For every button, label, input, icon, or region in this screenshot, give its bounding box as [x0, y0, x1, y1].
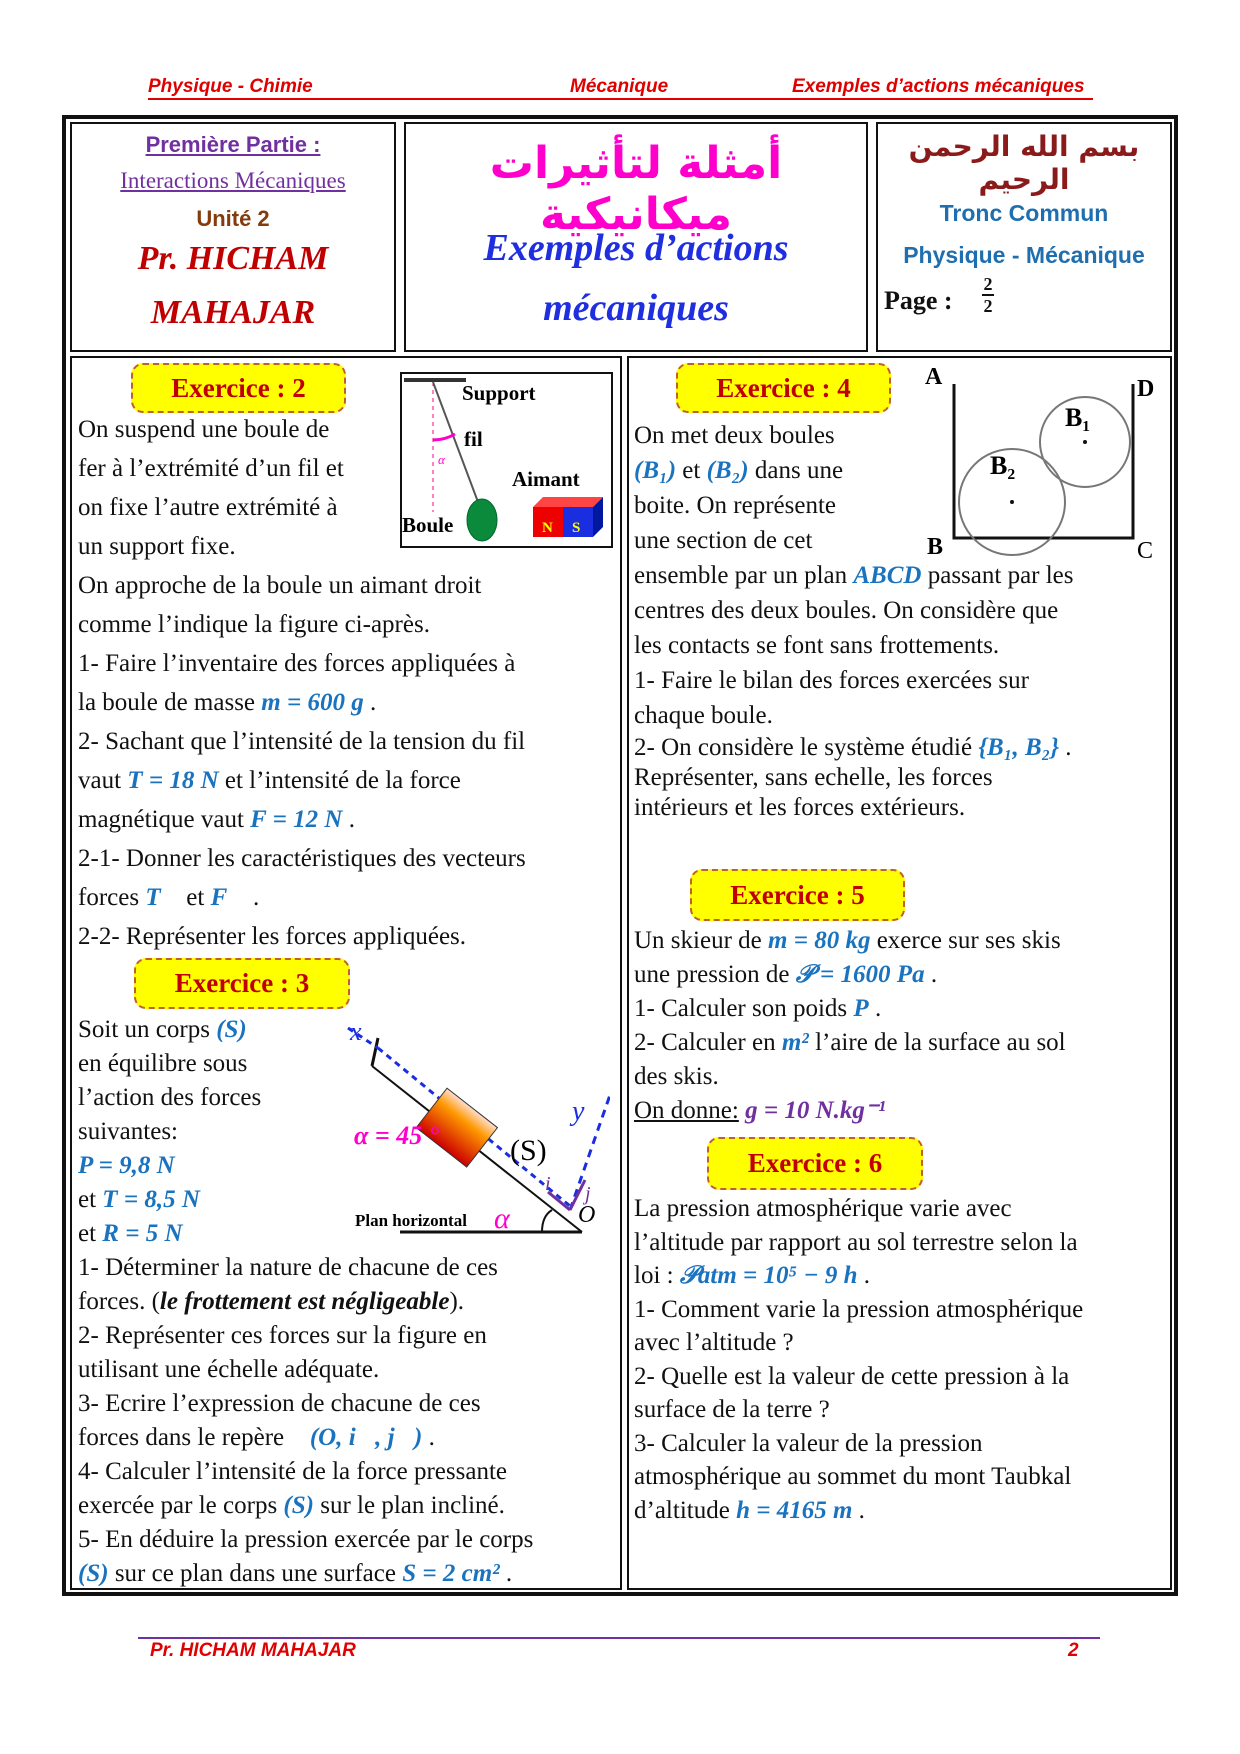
text-segment: On approche de la boule un aimant droit	[78, 572, 482, 599]
text-segment: 2- Quelle est la valeur de cette pression à la	[634, 1362, 1070, 1390]
text-line	[78, 566, 526, 605]
text-segment: vaut	[78, 767, 128, 794]
text-segment: en équilibre sous	[78, 1050, 248, 1077]
exercise-5-badge: Exercice : 5	[690, 869, 905, 921]
header-subject: Physique - Chimie	[148, 76, 313, 97]
math-expression: 𝒫 = 1600 Pa	[795, 961, 925, 988]
text-segment: avec l’altitude ?	[634, 1329, 794, 1356]
text-segment: l’action des forces	[78, 1084, 262, 1111]
text-segment: chaque boule.	[634, 702, 773, 729]
math-expression: {B₁, B₂}	[978, 734, 1060, 761]
text-line	[634, 1026, 1066, 1060]
text-segment: 2- Calculer en	[634, 1029, 782, 1056]
axis-y-label: y	[572, 1096, 585, 1127]
text-segment: magnétique vaut	[78, 806, 251, 833]
text-segment: comme l’indique la figure ci-après.	[78, 611, 430, 638]
text-line	[78, 761, 526, 800]
ball-shape	[467, 499, 497, 541]
corner-d: D	[1137, 376, 1155, 402]
math-expression: (B₂)	[706, 457, 749, 484]
text-line	[78, 1251, 533, 1285]
page-total: 2	[983, 296, 993, 316]
text-segment: .	[342, 806, 355, 833]
math-expression: T = 18 N	[127, 767, 219, 794]
text-line	[634, 1326, 1083, 1360]
math-expression: F⃗	[210, 884, 247, 911]
corner-a: A	[925, 364, 943, 390]
text-segment: .	[363, 689, 377, 716]
text-segment: les contacts se font sans frottements.	[634, 632, 1000, 659]
math-expression: P	[853, 995, 869, 1022]
text-segment: .	[852, 1496, 865, 1524]
text-segment: on fixe l’autre extrémité à	[78, 494, 338, 521]
text-segment: 3- Calculer la valeur de la pression	[634, 1429, 983, 1457]
text-line	[634, 1226, 1083, 1260]
exercise-4-badge: Exercice : 4	[676, 363, 891, 413]
origin-label: O	[578, 1202, 596, 1228]
text-segment: suivantes:	[78, 1118, 178, 1145]
ball-b1-label: B₁	[1065, 403, 1091, 432]
math-expression: m = 600 g	[261, 689, 364, 716]
text-line	[78, 1285, 533, 1319]
unit-label: Unité 2	[196, 206, 270, 231]
title-french-2: mécaniques	[543, 287, 729, 329]
math-expression: R = 5 N	[102, 1220, 183, 1247]
text-segment: 1- Calculer son poids	[634, 995, 854, 1022]
text-line	[634, 1060, 1066, 1094]
text-line	[634, 1460, 1083, 1494]
text-line	[78, 1455, 533, 1489]
text-segment: atmosphérique au sommet du mont Taubkal	[634, 1463, 1072, 1490]
text-segment: .	[422, 1424, 435, 1451]
text-line	[634, 1293, 1083, 1327]
corner-c: C	[1137, 538, 1154, 564]
text-segment: 1- Comment varie la pression atmosphérique	[634, 1295, 1084, 1323]
text-segment: 2-1- Donner les caractéristiques des vecteurs	[78, 845, 526, 872]
text-line	[634, 1393, 1083, 1427]
text-line	[78, 1319, 533, 1353]
text-segment: ensemble par un plan	[634, 562, 854, 589]
text-segment: .	[868, 995, 882, 1022]
text-line	[78, 800, 526, 839]
part-label: Première Partie :	[145, 132, 321, 157]
text-segment: sur le plan incliné.	[313, 1492, 505, 1519]
page-fraction	[982, 274, 994, 316]
text-segment: 2- Représenter ces forces sur la figure en	[78, 1322, 487, 1349]
header-domain: Mécanique	[570, 76, 669, 97]
text-segment: .	[246, 884, 260, 911]
math-expression: (S)	[283, 1492, 314, 1519]
title-arabic: أمثلة لتأثيرات ميكانيكية	[489, 138, 783, 240]
text-segment: passant par les	[921, 562, 1074, 589]
text-segment: 1- Faire le bilan des forces exercées sur	[634, 667, 1029, 694]
footer-author: Pr. HICHAM MAHAJAR	[150, 1640, 356, 1661]
text-line	[634, 1494, 1083, 1528]
text-segment: 2- Sachant que l’intensité de la tension du fil	[78, 728, 526, 755]
page-label: Page :	[884, 286, 953, 315]
text-segment: 5- En déduire la pression exercée par le corps	[78, 1526, 534, 1553]
text-line	[634, 1192, 1083, 1226]
math-expression: 𝒫atm = 10⁵ − 9 h	[679, 1262, 858, 1289]
text-segment: et	[78, 1186, 103, 1213]
text-segment: 4- Calculer l’intensité de la force pressante	[78, 1458, 507, 1485]
text-segment: .	[924, 961, 938, 988]
exercise-5-text	[634, 924, 1066, 1128]
alpha-value: α = 45 °	[354, 1121, 440, 1150]
exercise-2-badge: Exercice : 2	[131, 363, 346, 413]
ball-b2-label: B₂	[990, 451, 1016, 480]
text-segment: On met deux boules	[634, 422, 835, 449]
level-label: Tronc Commun	[939, 200, 1109, 226]
text-line	[634, 698, 1074, 733]
text-segment: forces. (	[78, 1288, 160, 1315]
text-line	[78, 1353, 533, 1387]
text-line	[78, 1523, 533, 1557]
title-cell-left	[70, 122, 396, 352]
text-segment: exerce sur ses skis	[870, 927, 1061, 954]
text-line	[634, 1094, 1066, 1128]
label-alpha: α	[438, 452, 445, 467]
text-line	[78, 839, 526, 878]
text-segment: loi :	[634, 1262, 680, 1289]
text-line	[78, 722, 526, 761]
vector-j-label: j⃗	[585, 1183, 607, 1205]
text-segment: .	[857, 1262, 871, 1289]
math-expression: P = 9,8 N	[78, 1152, 175, 1179]
text-line	[634, 1259, 1083, 1293]
text-segment: 2- On considère le système étudié	[634, 734, 979, 761]
text-segment: Un skieur de	[634, 927, 768, 954]
text-segment: surface de la terre ?	[634, 1396, 830, 1423]
text-segment: Soit un corps	[78, 1016, 217, 1043]
text-line	[634, 992, 1066, 1026]
text-segment: fer à l’extrémité d’un fil et	[78, 455, 344, 482]
text-line	[634, 628, 1074, 663]
text-segment: intérieurs et les forces extérieurs.	[634, 794, 966, 821]
math-expression: h = 4165 m	[736, 1496, 853, 1524]
text-line	[634, 924, 1066, 958]
math-expression: ABCD	[853, 562, 922, 589]
body-s-label: (S)	[510, 1134, 547, 1167]
math-expression: T⃗	[145, 884, 181, 911]
label-aimant: Aimant	[512, 467, 580, 491]
text-segment: et	[180, 884, 211, 911]
text-line	[78, 1489, 533, 1523]
text-line	[634, 1427, 1083, 1461]
author-line-2: MAHAJAR	[150, 294, 316, 331]
text-line	[634, 733, 1074, 763]
text-segment: des skis.	[634, 1063, 719, 1090]
exercise-6-badge: Exercice : 6	[707, 1137, 923, 1190]
text-segment: exercée par le corps	[78, 1492, 284, 1519]
pendulum-figure	[400, 372, 613, 548]
text-line	[634, 763, 1074, 793]
text-segment: On suspend une boule de	[78, 416, 330, 443]
text-segment: d’altitude	[634, 1496, 737, 1524]
text-line	[78, 644, 526, 683]
text-segment: .	[1059, 734, 1072, 761]
header-rule	[148, 98, 1093, 100]
inclined-plane-figure	[280, 1010, 610, 1240]
axis-x-label: x	[350, 1017, 362, 1046]
text-line	[78, 683, 526, 722]
text-segment: et l’intensité de la force	[218, 767, 461, 794]
text-segment: sur ce plan dans une surface	[108, 1560, 403, 1587]
text-segment: On donne:	[634, 1097, 739, 1124]
text-segment: dans une	[748, 457, 844, 484]
math-expression: g = 10 N.kg⁻¹	[745, 1097, 886, 1124]
text-line	[634, 958, 1066, 992]
text-segment: l’altitude par rapport au sol terrestre selon la	[634, 1228, 1078, 1256]
text-segment: le frottement est négligeable	[159, 1288, 450, 1315]
label-s: S	[572, 520, 581, 536]
text-line	[78, 1557, 533, 1591]
text-segment: forces	[78, 884, 146, 911]
exercise-3-badge: Exercice : 3	[134, 958, 350, 1009]
header-topic: Exemples d’actions mécaniques	[792, 76, 1085, 97]
text-segment: et	[78, 1220, 103, 1247]
text-segment: 2-2- Représenter les forces appliquées.	[78, 923, 467, 950]
course-label: Physique - Mécanique	[903, 242, 1145, 268]
text-segment: 1- Déterminer la nature de chacune de ces	[78, 1254, 498, 1281]
label-n: N	[542, 520, 553, 536]
text-line	[78, 878, 526, 917]
text-segment: .	[499, 1560, 513, 1587]
title-french-1: Exemples d’actions	[483, 227, 789, 269]
box-balls-figure	[925, 362, 1165, 567]
footer-rule	[138, 1637, 1100, 1639]
math-expression: T = 8,5 N	[102, 1186, 200, 1213]
text-line	[634, 593, 1074, 628]
text-line	[634, 663, 1074, 698]
label-fil: fil	[464, 427, 483, 451]
text-segment: ).	[449, 1288, 465, 1315]
label-boule: Boule	[402, 513, 454, 537]
math-expression: (S)	[78, 1560, 109, 1587]
text-segment: la boule de masse	[78, 689, 262, 716]
math-expression: F = 12 N	[250, 806, 343, 833]
text-segment: boite. On représente	[634, 492, 837, 519]
text-segment: centres des deux boules. On considère que	[634, 597, 1059, 624]
math-expression: (S)	[216, 1016, 247, 1043]
math-expression: (B₁)	[634, 457, 677, 484]
math-expression: ℛ(O, i⃗, j⃗)	[290, 1424, 423, 1451]
text-line	[634, 1360, 1083, 1394]
corner-b: B	[927, 534, 944, 560]
text-segment: l’aire de la surface au sol	[808, 1029, 1066, 1056]
title-cell-center	[404, 122, 868, 352]
text-segment: 1- Faire l’inventaire des forces appliquées à	[78, 650, 516, 677]
title-cell-right	[876, 122, 1172, 352]
page-number: 2	[983, 274, 993, 294]
label-support: Support	[462, 381, 536, 405]
math-expression: S = 2 cm²	[402, 1560, 500, 1587]
part-name: Interactions Mécaniques	[120, 168, 346, 193]
text-segment: forces dans le repère	[78, 1424, 291, 1451]
text-segment: une pression de	[634, 961, 796, 988]
exercise-6-text	[634, 1192, 1083, 1527]
vector-i-label: i⃗	[545, 1173, 567, 1195]
angle-alpha-label: α	[494, 1202, 510, 1235]
math-expression: m = 80 kg	[768, 927, 871, 954]
text-segment: La pression atmosphérique varie avec	[634, 1195, 1012, 1222]
text-line	[78, 1421, 533, 1455]
plan-horizontal-label: Plan horizontal	[355, 1211, 467, 1230]
text-segment: et	[676, 457, 707, 484]
footer-page-number: 2	[1068, 1640, 1079, 1661]
basmala-logo: بسم الله الرحمن الرحيم	[908, 130, 1140, 196]
text-segment: une section de cet	[634, 527, 813, 554]
math-expression: m²	[781, 1029, 809, 1056]
author-line-1: Pr. HICHAM	[137, 240, 329, 277]
text-segment: 3- Ecrire l’expression de chacune de ces	[78, 1390, 481, 1417]
text-line	[78, 605, 526, 644]
text-line	[78, 917, 526, 956]
text-line	[634, 793, 1074, 823]
text-segment: Représenter, sans echelle, les forces	[634, 764, 993, 791]
text-line	[78, 1387, 533, 1421]
text-segment: un support fixe.	[78, 533, 236, 560]
text-segment: utilisant une échelle adéquate.	[78, 1356, 380, 1383]
